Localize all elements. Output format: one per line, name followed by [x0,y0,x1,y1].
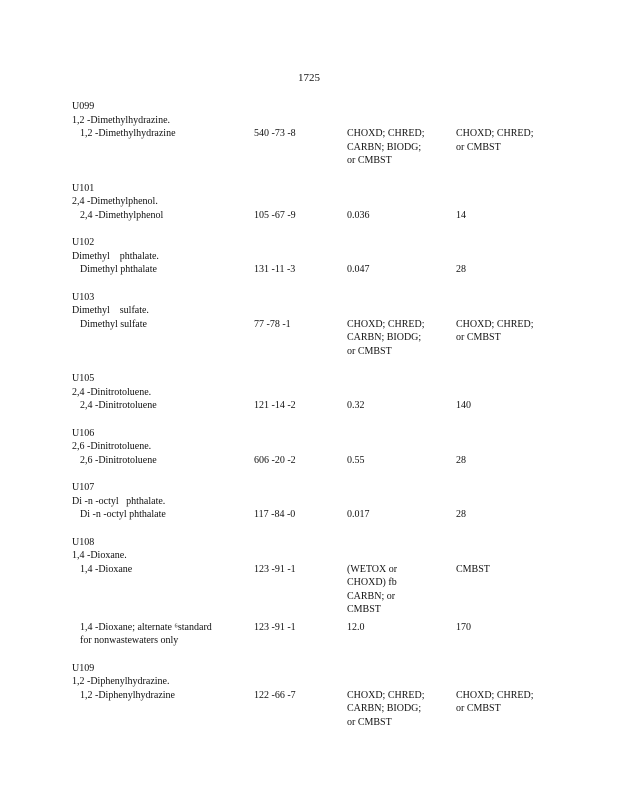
nonwastewater-standard: CHOXD; CHRED; or CMBST [456,318,534,343]
wastewater-standard: 0.036 [347,209,370,221]
cas-number: 606 -20 -2 [254,454,296,466]
waste-entry [72,100,552,168]
cas-number: 77 -78 -1 [254,318,291,330]
wastewater-standard: CHOXD; CHRED; CARBN; BIODG; or CMBST [347,318,425,357]
cas-number: 117 -84 -0 [254,509,296,520]
constituent-name: Dimethyl sulfate [80,318,147,330]
constituent-name: 2,4 -Dinitrotoluene [80,400,157,411]
constituent-row [72,508,552,522]
constituent-row [72,399,552,413]
waste-entry [72,662,552,730]
constituent-row [72,263,552,277]
waste-code: U103 [72,291,95,303]
constituent-name: 1,2 -Diphenylhydrazine [80,689,175,701]
cas-number: 131 -11 -3 [254,264,296,275]
chemical-title: 2,4 -Dinitrotoluene. [72,386,152,398]
waste-code: U107 [72,482,95,493]
waste-code: U106 [72,427,95,439]
wastewater-standard: 0.55 [347,454,365,466]
chemical-title: 2,6 -Dinitrotoluene. [72,441,152,452]
constituent-name: Dimethyl phthalate [80,264,157,275]
cas-number: 121 -14 -2 [254,400,296,411]
waste-code: U109 [72,662,95,674]
cas-number: 105 -67 -9 [254,209,296,221]
wastewater-standard: 0.047 [347,264,370,275]
wastewater-standard: CHOXD; CHRED; CARBN; BIODG; or CMBST [347,689,425,728]
wastewater-standard: 0.017 [347,509,370,520]
cas-number: 122 -66 -7 [254,689,296,701]
nonwastewater-standard: 28 [456,509,466,520]
constituent-row [72,318,552,359]
constituent-row [72,689,552,730]
constituent-name: 1,4 -Dioxane [80,563,133,575]
cas-number: 123 -91 -1 [254,563,296,575]
nonwastewater-standard: 140 [456,400,471,411]
wastewater-standard: 0.32 [347,400,365,411]
nonwastewater-standard: CMBST [456,563,490,575]
constituent-row [72,127,552,168]
constituent-name: 2,4 -Dimethylphenol [80,209,164,221]
cas-number: 540 -73 -8 [254,128,296,139]
constituent-row [72,621,552,648]
waste-entry [72,481,552,522]
nonwastewater-standard: 28 [456,454,466,466]
waste-entry [72,536,552,648]
constituent-row [72,209,552,223]
waste-entry [72,291,552,359]
wastewater-standard: CHOXD; CHRED; CARBN; BIODG; or CMBST [347,128,425,166]
waste-code: U108 [72,536,95,548]
waste-code: U101 [72,182,95,194]
nonwastewater-standard: CHOXD; CHRED; or CMBST [456,689,534,714]
nonwastewater-standard: CHOXD; CHRED; or CMBST [456,128,534,153]
waste-code: U099 [72,101,95,112]
chemical-title: 2,4 -Dimethylphenol. [72,196,158,207]
constituent-row [72,563,552,621]
nonwastewater-standard: 170 [456,621,471,633]
waste-code-table [72,100,552,743]
chemical-title: 1,4 -Dioxane. [72,550,127,561]
chemical-title: Dimethyl phthalate. [72,250,159,262]
constituent-name: 1,2 -Dimethylhydrazine [80,128,176,139]
waste-entry [72,427,552,468]
waste-entry [72,236,552,277]
constituent-row [72,454,552,468]
waste-entry [72,372,552,413]
chemical-title: 1,2 -Diphenylhydrazine. [72,676,170,687]
chemical-title: 1,2 -Dimethylhydrazine. [72,114,171,126]
waste-code: U102 [72,237,95,248]
nonwastewater-standard: 14 [456,209,466,221]
nonwastewater-standard: 28 [456,264,466,275]
constituent-name: Di -n -octyl phthalate [80,509,166,520]
cas-number: 123 -91 -1 [254,621,296,633]
waste-entry [72,182,552,223]
wastewater-standard: (WETOX or CHOXD) fb CARBN; or CMBST [347,563,398,615]
chemical-title: Dimethyl sulfate. [72,305,149,316]
page-number: 1725 [298,72,320,84]
constituent-name: 1,4 -Dioxane; alternate ⁶standard for nonwastewaters only [80,621,212,646]
chemical-title: Di -n -octyl phthalate. [72,495,166,507]
wastewater-standard: 12.0 [347,621,365,633]
waste-code: U105 [72,373,95,384]
constituent-name: 2,6 -Dinitrotoluene [80,454,157,466]
